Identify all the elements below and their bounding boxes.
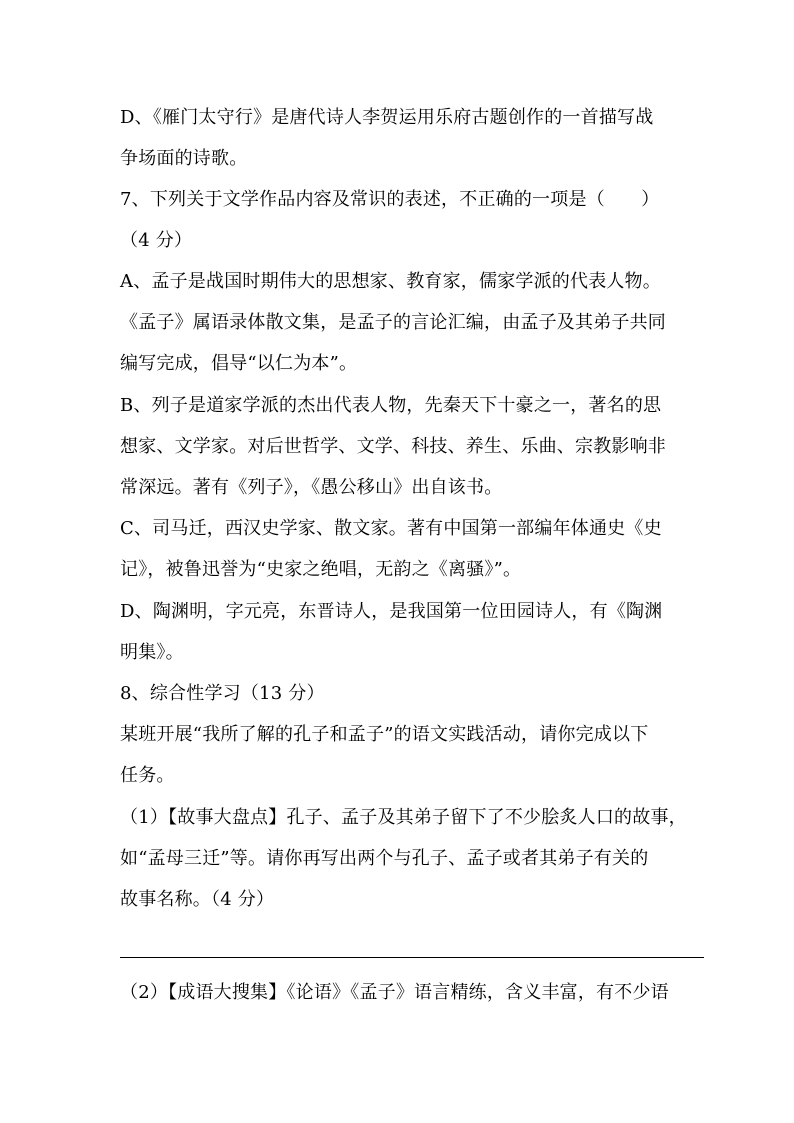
task-1-line-3: 故事名称。（4 分） <box>120 889 275 910</box>
option-d2-line-1: D、陶渊明，字元亮，东晋诗人，是我国第一位田园诗人，有《陶渊 <box>120 601 663 622</box>
option-a-line-3: 编写完成，倡导“以仁为本”。 <box>120 353 358 374</box>
option-c-line-1: C、司马迁，西汉史学家、散文家。著有中国第一部编年体通史《史 <box>120 518 662 539</box>
option-d-line-2: 争场面的诗歌。 <box>120 148 248 169</box>
question-8-intro-line-1: 某班开展“我所了解的孔子和孟子”的语文实践活动，请你完成以下 <box>120 724 649 745</box>
answer-blank-line <box>120 957 704 958</box>
task-2-line-1: （2）【成语大搜集】《论语》《孟子》语言精练，含义丰富，有不少语 <box>120 982 669 1003</box>
option-b-line-2: 想家、文学家。对后世哲学、文学、科技、养生、乐曲、宗教影响非 <box>120 436 666 457</box>
option-b-line-3: 常深远。著有《列子》，《愚公移山》出自该书。 <box>120 477 503 498</box>
question-7-score: （4 分） <box>120 230 193 251</box>
question-8-heading: 8、综合性学习（13 分） <box>120 683 325 704</box>
option-a-line-1: A、孟子是战国时期伟大的思想家、教育家，儒家学派的代表人物。 <box>120 271 661 292</box>
option-b-line-1: B、列子是道家学派的杰出代表人物，先秦天下十豪之一，著名的思 <box>120 395 662 416</box>
option-a-line-2: 《孟子》属语录体散文集，是孟子的言论汇编，由孟子及其弟子共同 <box>120 312 666 333</box>
option-d2-line-2: 明集》。 <box>120 642 184 663</box>
question-7-line-1: 7、下列关于文学作品内容及常识的表述，不正确的一项是（ ） <box>120 189 660 210</box>
task-1-line-1: （1）【故事大盘点】孔子、孟子及其弟子留下了不少脍炙人口的故事， <box>120 807 687 828</box>
question-8-intro-line-2: 任务。 <box>120 765 175 786</box>
task-1-line-2: 如“孟母三迁”等。请你再写出两个与孔子、孟子或者其弟子有关的 <box>120 848 649 869</box>
option-d-line-1: D、《雁门太守行》是唐代诗人李贺运用乐府古题创作的一首描写战 <box>120 107 654 128</box>
option-c-line-2: 记》，被鲁迅誉为“史家之绝唱，无韵之《离骚》”。 <box>120 559 522 580</box>
